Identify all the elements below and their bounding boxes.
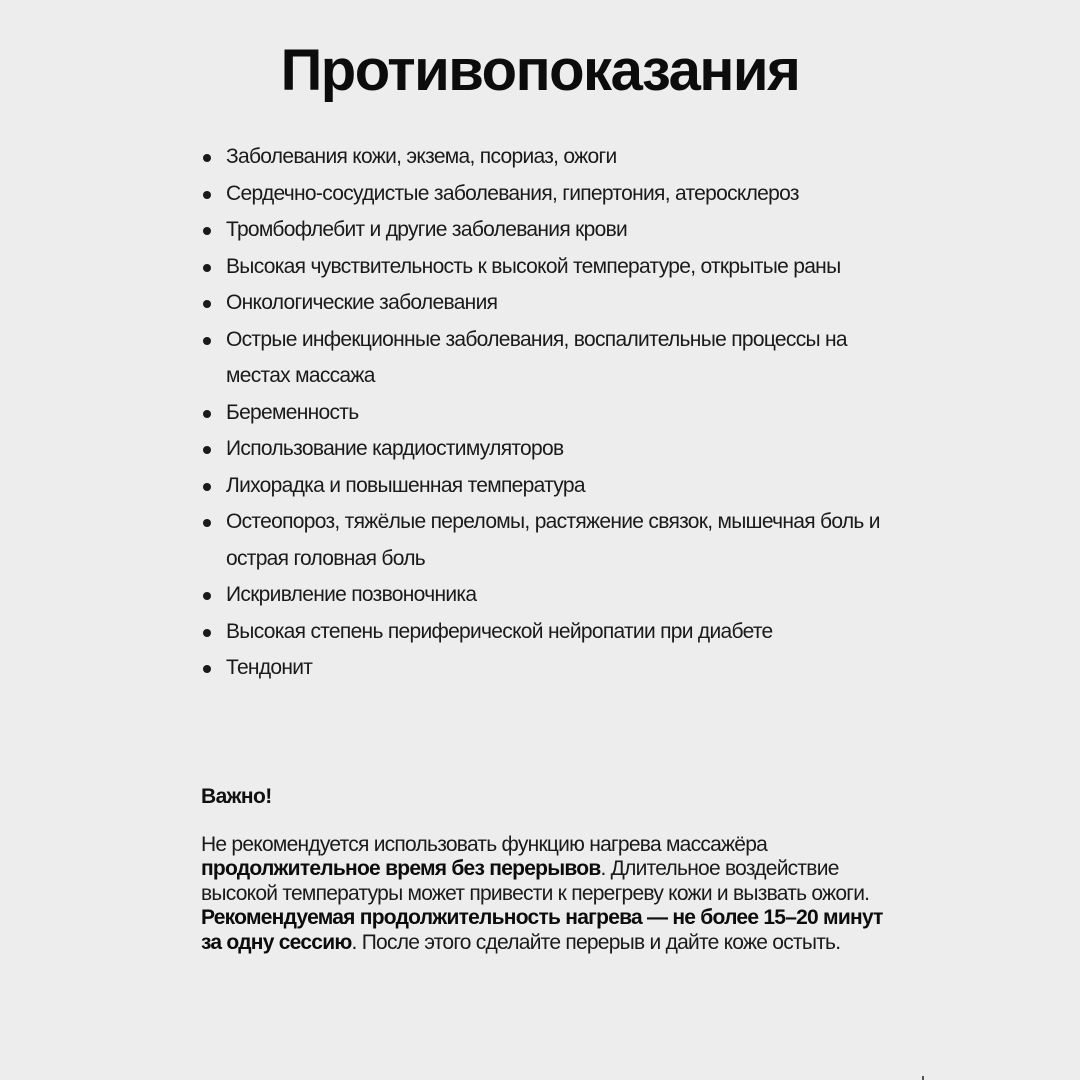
bullet-icon xyxy=(203,519,211,527)
list-item-text: Тендонит xyxy=(226,656,313,679)
important-text-segment: Не рекомендуется использовать функцию нагрева массажёра xyxy=(201,833,768,856)
list-item xyxy=(200,395,900,432)
list-item xyxy=(200,614,900,651)
list-item xyxy=(200,285,900,322)
list-item xyxy=(200,322,906,395)
important-text-segment: . После этого сделайте перерыв и дайте коже остыть. xyxy=(351,930,841,954)
list-item xyxy=(200,139,900,176)
bullet-icon xyxy=(203,154,211,162)
list-item-text: Беременность xyxy=(226,400,359,424)
list-item xyxy=(200,249,866,286)
list-item xyxy=(200,431,900,468)
list-item xyxy=(200,504,916,577)
list-item-text: Острые инфекционные заболевания, воспалительные процессы на местах массажа xyxy=(226,327,847,387)
bullet-icon xyxy=(203,410,211,418)
important-text-segment: . Длительное воздействие высокой температуры может привести к перегреву кожи и вызвать ожоги. xyxy=(201,857,870,905)
list-item-text: Остеопороз, тяжёлые переломы, растяжение связок, мышечная боль и острая головная боль xyxy=(226,510,880,570)
bullet-icon xyxy=(203,446,211,454)
list-item-text: Высокая чувствительность к высокой температуре, открытые раны xyxy=(226,254,841,278)
list-item-text: Высокая степень периферической нейропатии при диабете xyxy=(226,619,773,643)
bullet-icon xyxy=(203,337,211,345)
important-heading: Важно! xyxy=(201,785,272,808)
list-item xyxy=(200,176,900,213)
list-item xyxy=(200,212,900,249)
important-bold-segment: Рекомендуемая продолжительность нагрева — не более 15–20 минут за одну сессию xyxy=(201,906,883,954)
list-item-text: Лихорадка и повышенная температура xyxy=(226,473,585,497)
list-item-text: Тромбофлебит и другие заболевания крови xyxy=(226,218,628,241)
list-item xyxy=(200,577,900,614)
list-item-text: Использование кардиостимуляторов xyxy=(226,437,564,460)
bullet-icon xyxy=(203,227,211,235)
bullet-icon xyxy=(203,300,211,308)
page-title: Противопоказания xyxy=(280,38,800,103)
list-item-text: Заболевания кожи, экзема, псориаз, ожоги xyxy=(226,145,617,168)
important-paragraph xyxy=(201,833,891,955)
important-bold-segment: продолжительное время без перерывов xyxy=(201,857,601,881)
list-item xyxy=(200,650,900,687)
bullet-icon xyxy=(203,191,211,199)
list-item xyxy=(200,468,900,505)
contraindications-list xyxy=(200,139,900,687)
list-item-text: Искривление позвоночника xyxy=(226,583,477,606)
bullet-icon xyxy=(203,483,211,491)
bullet-icon xyxy=(203,592,211,600)
bullet-icon xyxy=(203,629,211,637)
corner-mark xyxy=(922,1076,924,1080)
bullet-icon xyxy=(203,665,211,673)
list-item-text: Онкологические заболевания xyxy=(226,291,498,314)
bullet-icon xyxy=(203,264,211,272)
list-item-text: Сердечно-сосудистые заболевания, гипертония, атеросклероз xyxy=(226,181,799,205)
